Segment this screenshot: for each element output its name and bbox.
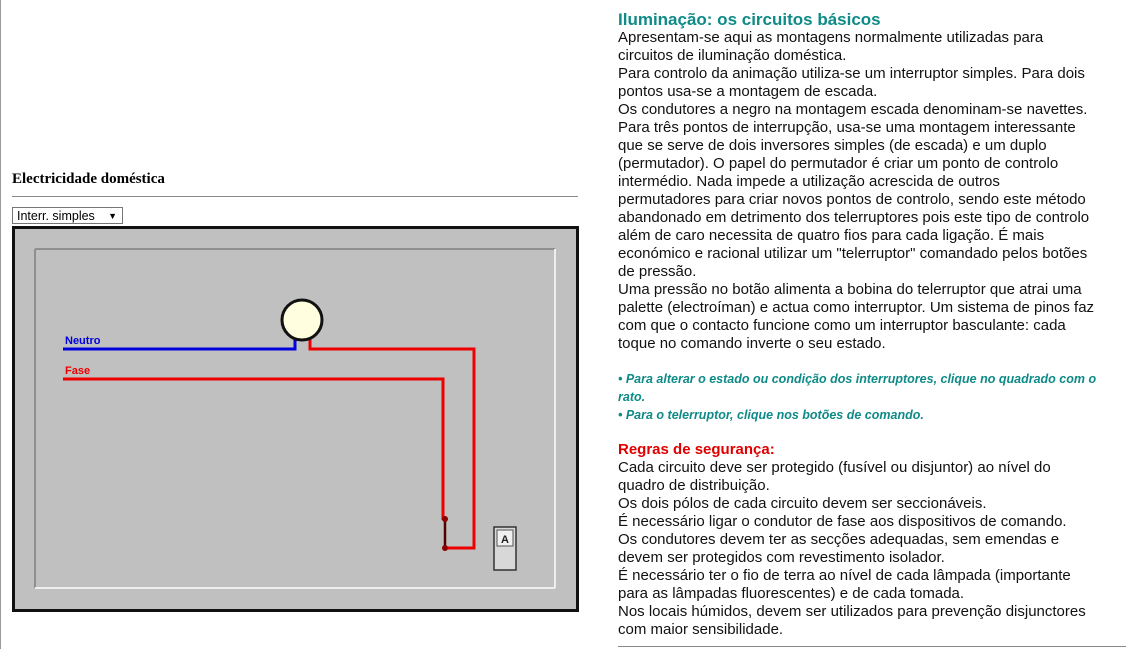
article-bottom-divider	[618, 646, 1126, 647]
article	[618, 10, 1133, 639]
intro-line: Para três pontos de interrupção, usa-se uma montagem interessante	[618, 119, 1076, 136]
circuit-type-select[interactable]	[12, 207, 123, 224]
instruction-line: • Para o telerruptor, clique nos botões de comando.	[618, 408, 924, 422]
safety-line: com maior sensibilidade.	[618, 621, 784, 638]
circuit-type-select-value: Interr. simples	[17, 209, 95, 223]
safety-heading: Regras de segurança:	[618, 441, 775, 458]
intro-line: económico e racional utilizar um "telerruptor" comandado pelos botões	[618, 245, 1088, 262]
article-intro	[618, 29, 1133, 353]
phase-label: Fase	[65, 365, 91, 377]
safety-line: Os condutores devem ter as secções adequadas, sem emendas e	[618, 531, 1060, 548]
intro-line: Apresentam-se aqui as montagens normalmente utilizadas para	[618, 29, 1044, 46]
window-left-border	[0, 0, 1, 649]
intro-line: toque no comando inverte o seu estado.	[618, 335, 886, 352]
article-heading: Iluminação: os circuitos básicos	[618, 10, 881, 29]
safety-line: Os dois pólos de cada circuito devem ser seccionáveis.	[618, 495, 987, 512]
safety-line: para as lâmpadas fluorescentes) e de cada tomada.	[618, 585, 965, 602]
safety-line: quadro de distribuição.	[618, 477, 770, 494]
neutral-label: Neutro	[65, 335, 101, 347]
safety-line: É necessário ter o fio de terra ao nível de cada lâmpada (importante	[618, 567, 1071, 584]
intro-line: de pressão.	[618, 263, 697, 280]
safety-line: Cada circuito deve ser protegido (fusível ou disjuntor) ao nível do	[618, 459, 1051, 476]
intro-line: (permutador). O papel do permutador é criar um ponto de controlo	[618, 155, 1059, 172]
switch-a-label: A	[501, 534, 509, 546]
circuit-board	[14, 228, 578, 611]
intro-line: palette (electroíman) e actua como interruptor. Um sistema de pinos faz	[618, 299, 1095, 316]
circuit-canvas	[12, 226, 579, 612]
switch-terminal-bottom	[442, 545, 448, 551]
switch-a[interactable]	[494, 527, 516, 570]
safety-rules	[618, 459, 1133, 639]
switch-terminal-top	[442, 516, 448, 522]
intro-line: Os condutores a negro na montagem escada denominam-se navettes.	[618, 101, 1088, 118]
chevron-down-icon: ▼	[108, 211, 117, 221]
intro-line: que se serve de dois inversores simples (de escada) e um duplo	[618, 137, 1047, 154]
intro-line: intermédio. Nada impede a utilização acrescida de outros	[618, 173, 1000, 190]
page-title: Electricidade doméstica	[12, 171, 165, 187]
safety-line: É necessário ligar o condutor de fase aos dispositivos de comando.	[618, 513, 1067, 530]
intro-line: circuitos de iluminação doméstica.	[618, 47, 847, 64]
instruction-line: rato.	[618, 390, 646, 404]
intro-line: pontos usa-se a montagem de escada.	[618, 83, 878, 100]
intro-line: Para controlo da animação utiliza-se um interruptor simples. Para dois	[618, 65, 1085, 82]
intro-line: com que o contacto funcione como um interruptor basculante: cada	[618, 317, 1066, 334]
safety-line: devem ser protegidos com revestimento isolador.	[618, 549, 945, 566]
intro-line: Uma pressão no botão alimenta a bobina do telerruptor que atrai uma	[618, 281, 1082, 298]
title-divider	[12, 196, 578, 197]
instruction-line: • Para alterar o estado ou condição dos interruptores, clique no quadrado com o	[618, 372, 1097, 386]
safety-line: Nos locais húmidos, devem ser utilizados para prevenção disjunctores	[618, 603, 1086, 620]
lamp-bulb	[282, 300, 322, 340]
intro-line: além de caro necessita de quatro fios para cada ligação. É mais	[618, 227, 1045, 244]
intro-line: permutadores para criar novos pontos de controlo, sendo este método	[618, 191, 1086, 208]
instructions-notes	[618, 370, 1133, 424]
intro-line: abandonado em detrimento dos telerruptores pois este tipo de controlo	[618, 209, 1090, 226]
